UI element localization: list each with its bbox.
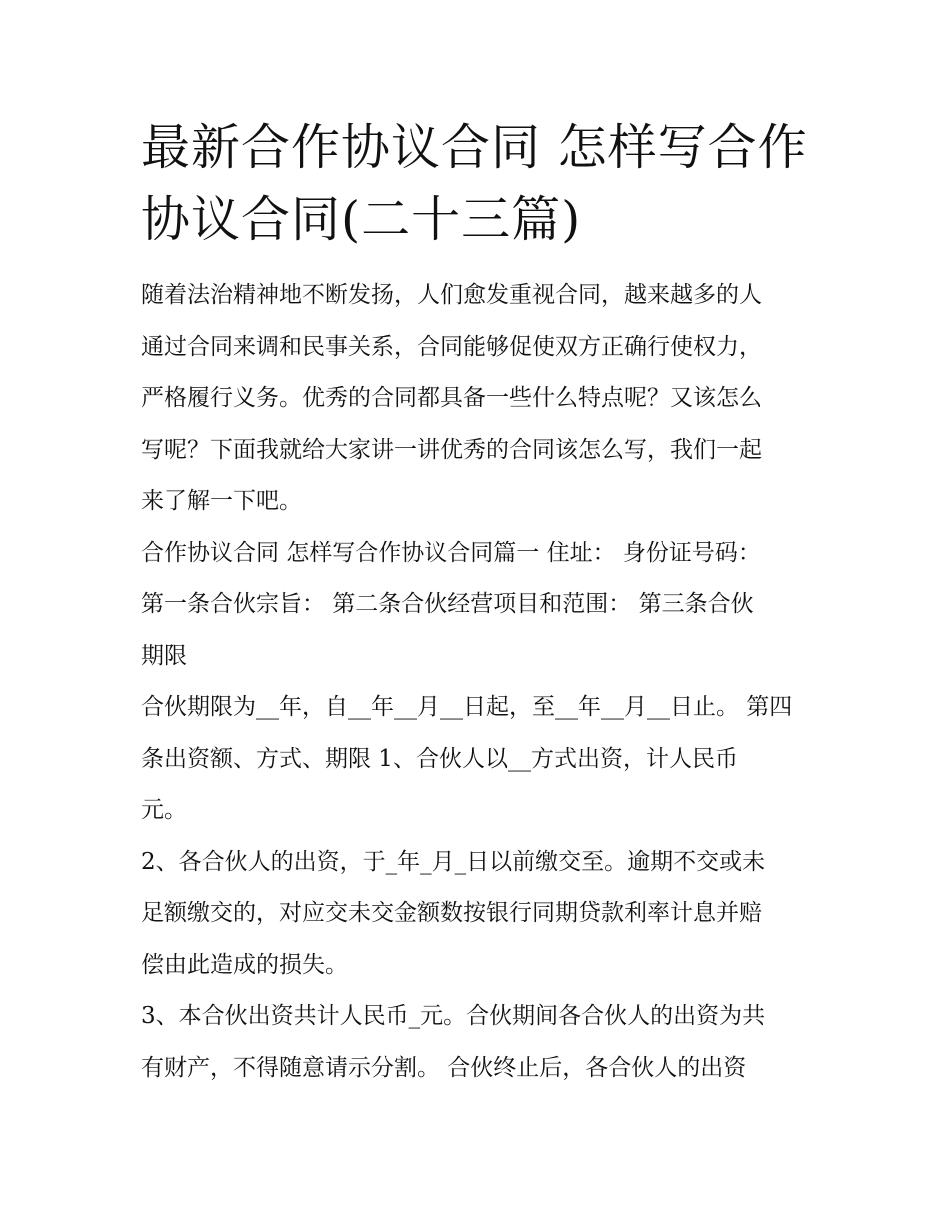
- text-line: 期限: [141, 642, 187, 669]
- text-line: 有财产，不得随意请示分割。 合伙终止后，各合伙人的出资: [141, 1054, 747, 1081]
- text-line: 严格履行义务。优秀的合同都具备一些什么特点呢？又该怎么: [141, 385, 762, 411]
- text-line: 来了解一下吧。: [141, 488, 302, 514]
- title-line: 最新合作协议合同 怎样写合作: [141, 119, 808, 176]
- text-line: 合作协议合同 怎样写合作协议合同篇一 住址： 身份证号码：: [141, 539, 761, 566]
- text-line: 元。: [141, 797, 187, 823]
- text-line: 2、各合伙人的出资，于_年_月_日以前缴交至。逾期不交或未: [141, 848, 766, 875]
- clause-3-paragraph: [141, 991, 821, 1094]
- title-line: 协议合同(二十三篇): [141, 191, 582, 248]
- term-paragraph: [141, 682, 821, 837]
- clause-2-paragraph: [141, 837, 821, 992]
- document-title: [141, 112, 821, 256]
- text-line: 通过合同来调和民事关系，合同能够促使双方正确行使权力，: [141, 333, 762, 360]
- text-line: 足额缴交的，对应交未交金额数按银行同期贷款利率计息并赔: [141, 900, 762, 926]
- text-line: 第一条合伙宗旨： 第二条合伙经营项目和范围： 第三条合伙: [141, 591, 754, 617]
- text-line: 条出资额、方式、期限 1、合伙人以__方式出资，计人民币: [141, 745, 738, 772]
- text-line: 3、本合伙出资共计人民币_元。合伙期间各合伙人的出资为共: [141, 1003, 766, 1029]
- text-line: 合伙期限为__年，自__年__月__日起，至__年__月__日止。 第四: [141, 694, 793, 720]
- intro-paragraph: [141, 270, 821, 528]
- contract-header-paragraph: [141, 528, 821, 683]
- document-page: [141, 112, 821, 1094]
- text-line: 随着法治精神地不断发扬，人们愈发重视合同，越来越多的人: [141, 282, 762, 308]
- text-line: 写呢？下面我就给大家讲一讲优秀的合同该怎么写，我们一起: [141, 436, 762, 463]
- text-line: 偿由此造成的损失。: [141, 951, 348, 978]
